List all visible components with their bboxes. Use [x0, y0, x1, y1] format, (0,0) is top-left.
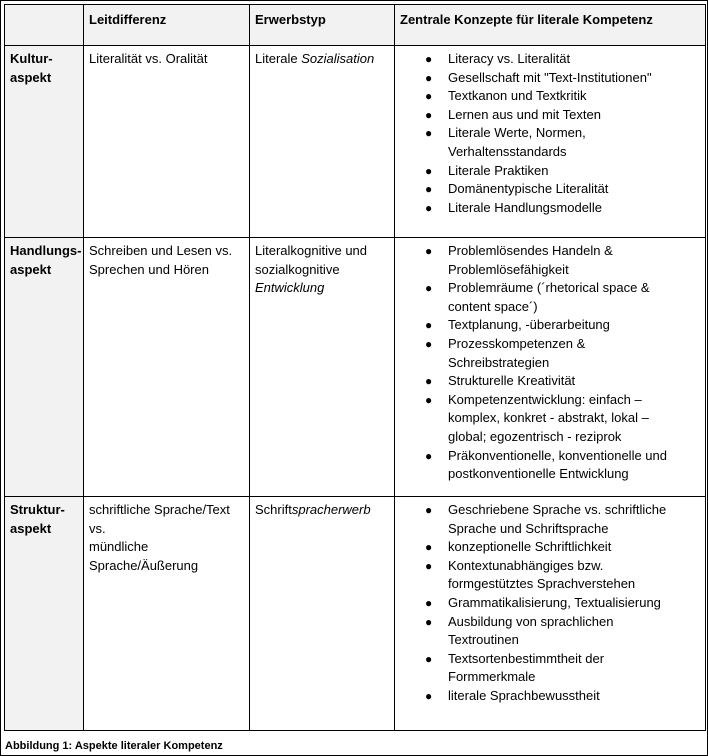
bullet-icon: ● — [425, 200, 433, 215]
list-item — [400, 687, 700, 706]
bullet-icon: ● — [425, 163, 433, 178]
list-item-line: Kontextunabhängiges bzw. — [448, 557, 604, 573]
bullet-icon: ● — [425, 688, 433, 703]
leitdifferenz-line: vs. — [89, 520, 106, 536]
list-item — [400, 162, 700, 181]
bullet-icon: ● — [425, 540, 433, 555]
list-item-line: Strukturelle Kreativität — [448, 373, 576, 389]
list-item-line: Literale Handlungsmodelle — [448, 199, 602, 215]
list-item — [400, 124, 700, 161]
list-item-line: Ausbildung von sprachlichen — [448, 613, 614, 629]
list-item — [400, 50, 700, 69]
row-header-handlungsaspekt — [5, 238, 84, 497]
row-header-kulturaspekt — [5, 46, 84, 238]
figure-caption: Abbildung 1: Aspekte literaler Kompetenz — [5, 740, 223, 752]
bullet-icon: ● — [425, 107, 433, 122]
list-item — [400, 391, 700, 447]
list-item — [400, 501, 700, 538]
list-item-line: Domänentypische Literalität — [448, 181, 609, 197]
leitdifferenz-line: mündliche — [89, 539, 149, 555]
competence-table — [4, 4, 706, 731]
list-item — [400, 242, 700, 279]
list-item — [400, 650, 700, 687]
bullet-icon: ● — [425, 503, 433, 517]
list-item-line: Literale Praktiken — [448, 162, 549, 178]
list-item — [400, 372, 700, 391]
bullet-icon: ● — [425, 374, 433, 389]
erwerbstyp-italic-text: Entwicklung — [255, 280, 325, 296]
row-header-line: Kultur- — [10, 51, 53, 66]
list-item — [400, 594, 700, 613]
leitdifferenz-cell — [84, 46, 250, 238]
list-item-line: Problemlösendes Handeln & — [448, 243, 613, 258]
list-item — [400, 447, 700, 484]
list-item-line: Verhaltensstandards — [448, 143, 567, 159]
header-cell-erwerbstyp: Erwerbstyp — [250, 5, 395, 46]
list-item — [400, 87, 700, 106]
bullet-icon: ● — [425, 244, 433, 258]
list-item-line: Problemlösefähigkeit — [448, 261, 569, 277]
list-item-line: Literale Werte, Normen, — [448, 125, 586, 141]
list-item-line: Prozesskompetenzen & — [448, 335, 586, 351]
list-item-line: Textkanon und Textkritik — [448, 88, 587, 104]
bullet-icon: ● — [425, 281, 433, 296]
list-item-line: Sprache und Schriftsprache — [448, 520, 609, 536]
table-row-strukturaspekt — [5, 497, 706, 731]
table-row-kulturaspekt — [5, 46, 706, 238]
row-header-line: aspekt — [10, 520, 52, 536]
bullet-icon: ● — [425, 595, 433, 610]
header-row — [5, 5, 706, 46]
list-item-line: Textplanung, -überarbeitung — [448, 317, 610, 333]
erwerbstyp-line: sozialkognitive — [255, 261, 340, 277]
list-item-line: Geschriebene Sprache vs. schriftliche — [448, 502, 667, 517]
list-item-line: Grammatikalisierung, Textualisierung — [448, 594, 661, 610]
list-item — [400, 316, 700, 335]
list-item-line: literale Sprachbewusstheit — [448, 687, 600, 703]
list-item — [400, 279, 700, 316]
bullet-icon: ● — [425, 558, 433, 573]
row-header-line: Struktur- — [10, 502, 65, 517]
list-item — [400, 613, 700, 650]
list-item-line: postkonventionelle Entwicklung — [448, 466, 629, 482]
header-cell-konzepte: Zentrale Konzepte für literale Kompetenz — [395, 5, 706, 46]
row-header-strukturaspekt — [5, 497, 84, 731]
bullet-icon: ● — [425, 89, 433, 104]
leitdifferenz-line: Schreiben und Lesen vs. — [89, 243, 233, 258]
erwerbstyp-text: Literale — [255, 51, 302, 66]
list-item — [400, 180, 700, 199]
list-item — [400, 69, 700, 88]
row-header-line: aspekt — [10, 69, 52, 85]
erwerbstyp-cell — [250, 46, 395, 238]
leitdifferenz-line: schriftliche Sprache/Text — [89, 502, 230, 517]
bullet-icon: ● — [425, 336, 433, 351]
erwerbstyp-cell — [250, 238, 395, 497]
erwerbstyp-text: Schrift — [255, 502, 292, 517]
list-item-line: Kompetenzentwicklung: einfach – — [448, 391, 642, 407]
bullet-icon: ● — [425, 318, 433, 333]
list-item — [400, 106, 700, 125]
row-header-line: aspekt — [10, 261, 52, 277]
bullet-icon: ● — [425, 52, 433, 66]
header-cell-empty — [5, 5, 84, 46]
list-item-line: komplex, konkret - abstrakt, lokal – — [448, 410, 649, 426]
erwerbstyp-cell — [250, 497, 395, 731]
list-item-line: Gesellschaft mit "Text-Institutionen" — [448, 69, 652, 85]
leitdifferenz-cell — [84, 238, 250, 497]
erwerbstyp-italic-text: Sozialisation — [301, 51, 375, 66]
konzepte-list — [400, 50, 700, 217]
list-item-line: Schreibstrategien — [448, 354, 550, 370]
bullet-icon: ● — [425, 392, 433, 407]
list-item — [400, 335, 700, 372]
konzepte-cell — [395, 46, 706, 238]
bullet-icon: ● — [425, 448, 433, 463]
list-item-line: konzeptionelle Schriftlichkeit — [448, 539, 612, 555]
list-item — [400, 557, 700, 594]
list-item-line: global; egozentrisch - reziprok — [448, 428, 622, 444]
bullet-icon: ● — [425, 182, 433, 197]
leitdifferenz-cell — [84, 497, 250, 731]
konzepte-list — [400, 501, 700, 706]
list-item-line: Präkonventionelle, konventionelle und — [448, 447, 667, 463]
leitdifferenz-line: Literalität vs. Oralität — [89, 51, 208, 66]
header-cell-leitdifferenz: Leitdifferenz — [84, 5, 250, 46]
list-item-line: Formmerkmale — [448, 669, 536, 685]
erwerbstyp-line: Literalkognitive und — [255, 243, 368, 258]
row-header-line: Handlungs- — [10, 243, 82, 258]
list-item-line: Lernen aus und mit Texten — [448, 106, 601, 122]
list-item-line: Literacy vs. Literalität — [448, 51, 571, 66]
konzepte-cell — [395, 497, 706, 731]
konzepte-list — [400, 242, 700, 484]
erwerbstyp-italic-text: spracherwerb — [291, 502, 371, 517]
bullet-icon: ● — [425, 126, 433, 141]
leitdifferenz-line: Sprache/Äußerung — [89, 557, 199, 573]
list-item — [400, 538, 700, 557]
bullet-icon: ● — [425, 614, 433, 629]
bullet-icon: ● — [425, 70, 433, 85]
list-item-line: content space´) — [448, 298, 538, 314]
list-item — [400, 199, 700, 218]
list-item-line: Textroutinen — [448, 632, 519, 648]
bullet-icon: ● — [425, 651, 433, 666]
list-item-line: formgestütztes Sprachverstehen — [448, 576, 636, 592]
leitdifferenz-line: Sprechen und Hören — [89, 261, 209, 277]
list-item-line: Problemräume (´rhetorical space & — [448, 280, 650, 296]
list-item-line: Textsortenbestimmtheit der — [448, 650, 605, 666]
table-row-handlungsaspekt — [5, 238, 706, 497]
konzepte-cell — [395, 238, 706, 497]
